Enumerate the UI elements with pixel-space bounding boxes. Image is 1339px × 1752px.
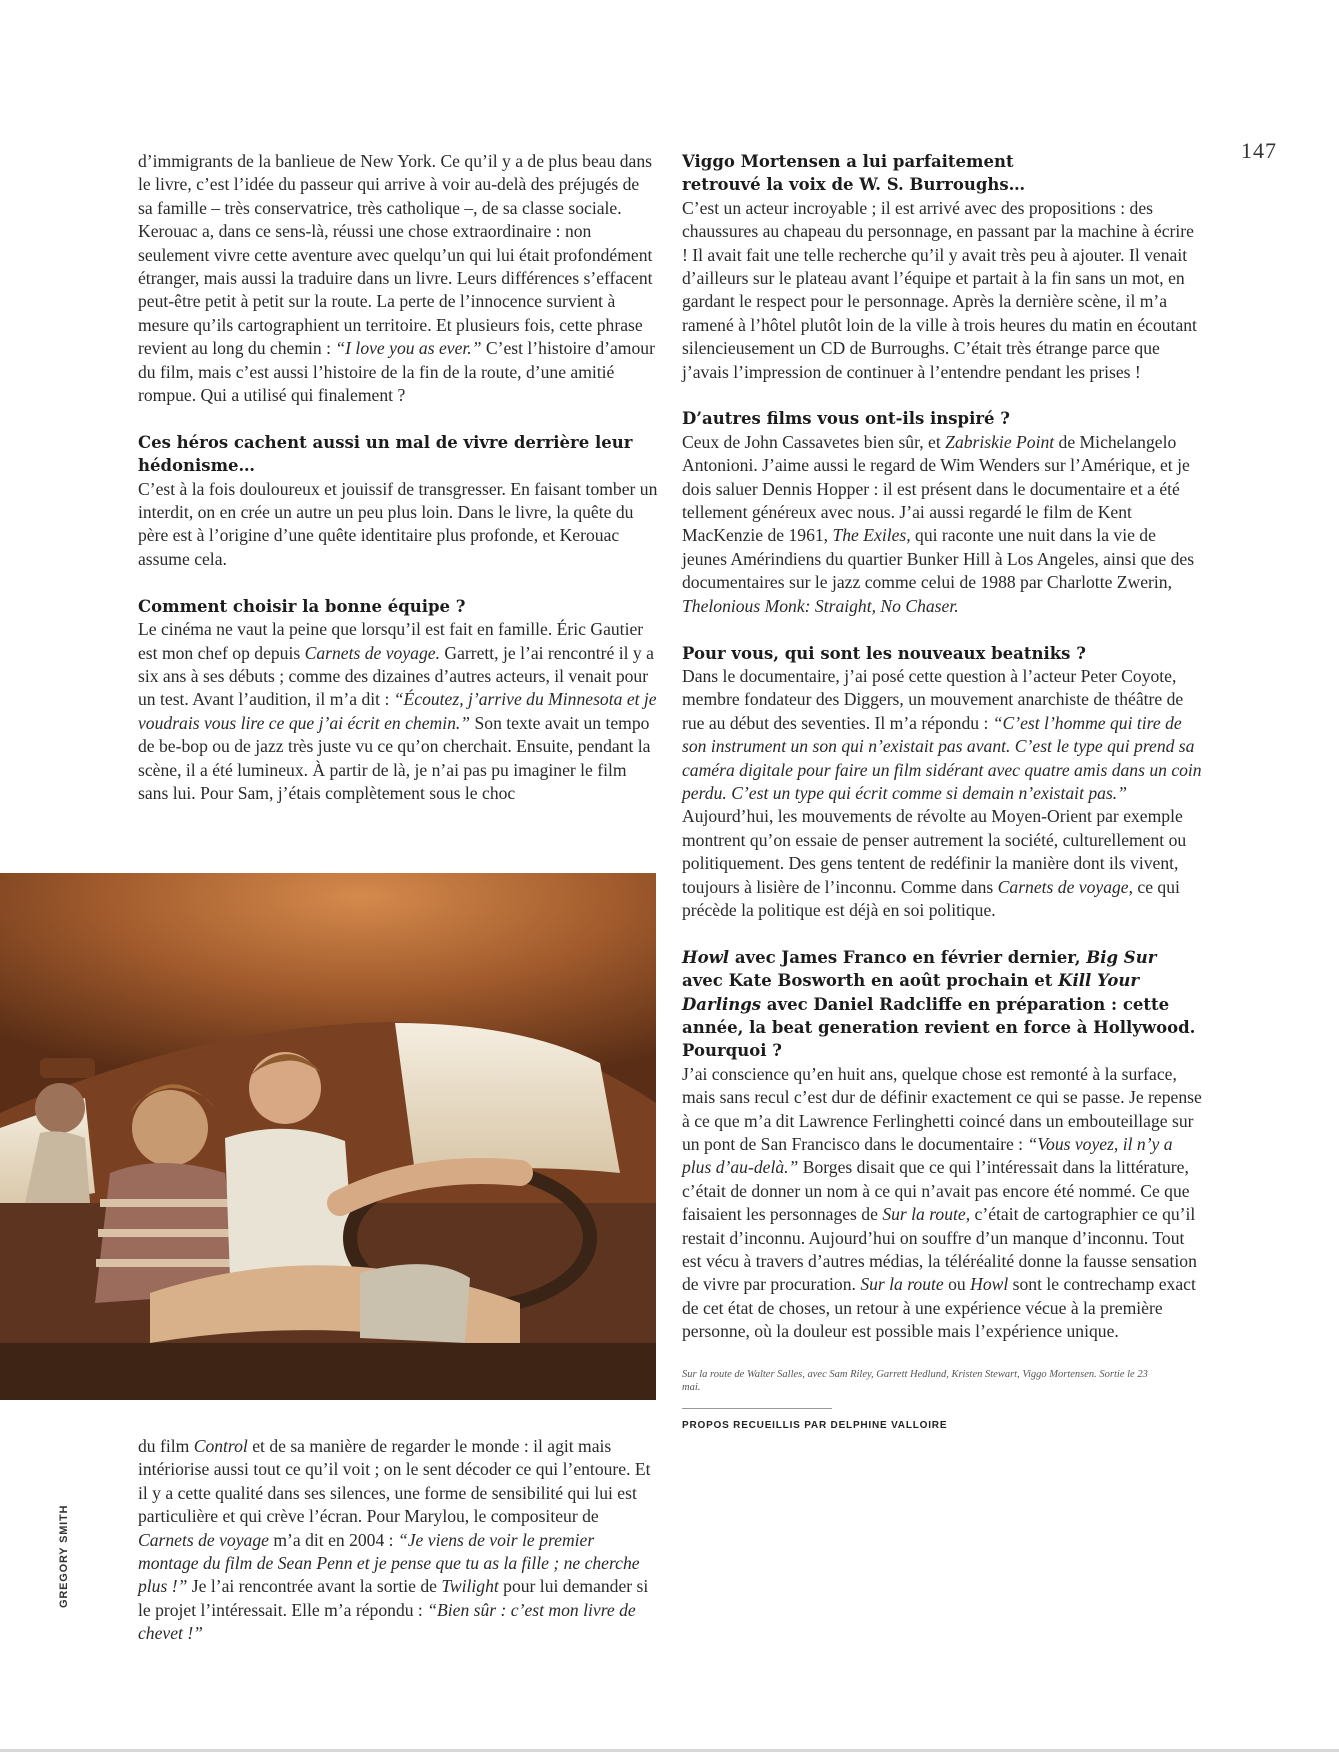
italic-text: Kill Your Darlings	[682, 971, 1140, 1014]
film-still-photo	[0, 873, 656, 1400]
left-column-bottom	[138, 1435, 658, 1646]
italic-text: Carnets de voyage.	[304, 642, 440, 663]
text-run: pour lui demander si le projet l’intéressait. Elle m’a répondu :	[138, 1576, 649, 1620]
italic-text: Sur la route	[860, 1274, 944, 1295]
italic-text: Howl	[682, 947, 730, 967]
paragraph	[682, 1063, 1202, 1344]
italic-text: “Je viens de voir le premier montage du film de Sean Penn et je pense que tu as la fille ; ne cherche plus !”	[138, 1529, 640, 1597]
italic-text: The Exiles,	[832, 525, 911, 546]
paragraph	[682, 197, 1202, 384]
text-run: J’ai conscience qu’en huit ans, quelque chose est remonté à la surface, mais sans recul c’est dur de définir exactement ce qui se passe. Je repense à ce que m’a dit Lawrence Ferlinghetti coincé dans un embouteillage sur un pont de San Francisco dans le documentaire :	[682, 1063, 1202, 1155]
text-run: Son texte avait un tempo de be-bop ou de jazz très juste vu ce qu’on cherchait. Ensuite, pendant la scène, il a été lumineux. À partir de là, je n’ai pas pu imaginer le film sans lui. Pour Sam, j’étais complètement sous le choc	[138, 712, 651, 803]
question-heading: Comment choisir la bonne équipe ?	[138, 596, 466, 616]
text-run: d’immigrants de la banlieue de New York. Ce qu’il y a de plus beau dans le livre, c’est l’idée du passeur qui arrive à voir au-delà des préjugés de sa famille – très conservatrice, très catholique –, de sa classe sociale. Kerouac a, dans ce sens-là, réussi une chose extraordinaire : non seulement vivre cette aventure avec quelqu’un qui lui était profondément étranger, mais aussi la traduire dans un livre. Leurs différences s’effacent peut-être petit à petit sur la route. La perte de l’innocence survient à mesure qu’ils cartographient un territoire. Et plusieurs fois, cette phrase revient au long du chemin :	[138, 151, 653, 359]
text-run: C’est à la fois douloureux et jouissif de transgresser. En faisant tomber un interdit, on en crée un autre un peu plus loin. Dans le livre, la quête du père est à l’origine d’une quête identitaire plus profonde, et Kerouac assume cela.	[138, 478, 658, 569]
text-run: Aujourd’hui, les mouvements de révolte au Moyen-Orient par exemple montrent qu’on essaie de penser autrement la société, culturellement ou politiquement. Des gens tentent de redéfinir la manière dont ils vivent, toujours à lisière de l’inconnu. Comme dans	[682, 806, 1187, 897]
text-run: avec Daniel Radcliffe en préparation : cette année, la beat generation revient en force à Hollywood. Pourquoi ?	[682, 994, 1196, 1061]
text-run: c’était de cartographier ce qu’il restait d’inconnu. Aujourd’hui on souffre d’un manque d’inconnu. Tout est vécu à travers d’autres médias, la téléréalité donne la fausse sensation de vivre par procuration.	[682, 1204, 1197, 1295]
text-run: avec James Franco en février dernier,	[729, 947, 1087, 967]
paragraph	[138, 150, 658, 407]
italic-text: Control	[193, 1436, 248, 1456]
right-column	[682, 150, 1202, 1344]
photo-credit: GREGORY SMITH	[58, 1504, 70, 1608]
italic-text: Carnets de voyage	[138, 1529, 269, 1550]
photo-caption: Sur la route de Walter Salles, avec Sam Riley, Garrett Hedlund, Kristen Stewart, Viggo Mortensen. Sortie le 23 mai.	[682, 1369, 1148, 1393]
question-heading	[682, 946, 1202, 1063]
italic-text: Sur la route,	[882, 1204, 971, 1225]
paragraph	[138, 478, 658, 572]
text-run: sont le contrechamp exact de cet état de choses, un retour à une expérience vécue à la première personne, où la douleur est possible mais l’expérience unique.	[682, 1274, 1196, 1342]
italic-text: Big Sur	[1086, 947, 1157, 967]
divider	[682, 1408, 832, 1409]
italic-text: “I love you as ever.”	[335, 338, 482, 359]
text-run: ou	[943, 1274, 971, 1295]
text-run: C’est un acteur incroyable ; il est arrivé avec des propositions : des chaussures au chapeau du personnage, en passant par la machine à écrire ! Il avait fait une telle recherche qu’il y avait très peu à ajouter. Il venait d’ailleurs sur le plateau avant l’équipe et partait à la fin sans un mot, en gardant le respect pour le personnage. Après la dernière scène, il m’a ramené à l’hôtel plutôt loin de la ville à trois heures du matin en écoutant silencieusement un CD de Burroughs. C’était très étrange parce que j’avais l’impression de continuer à l’entendre pendant les prises !	[682, 197, 1197, 382]
text-run: ce qui précède la politique est déjà en soi politique.	[682, 876, 1180, 920]
question-heading: D’autres films vous ont-ils inspiré ?	[682, 409, 1010, 429]
paragraph	[138, 618, 658, 805]
italic-text: Carnets de voyage,	[997, 876, 1133, 897]
text-run: C’est l’histoire d’amour du film, mais c’est aussi l’histoire de la fin de la route, d’une amitié rompue. Qui a utilisé qui finalement ?	[138, 338, 655, 406]
paragraph	[682, 431, 1202, 618]
paragraph	[138, 1435, 658, 1646]
paragraph	[682, 665, 1202, 922]
text-run: Dans le documentaire, j’ai posé cette question à l’acteur Peter Coyote, membre fondateur des Diggers, un mouvement anarchiste de théâtre de rue au début des seventies. Il m’a répondu :	[682, 665, 1184, 733]
left-column-top	[138, 150, 658, 805]
question-heading: Viggo Mortensen a lui parfaitement retrouvé la voix de W. S. Burroughs…	[682, 152, 1026, 195]
text-run: du film	[138, 1436, 194, 1456]
text-run: qui raconte une nuit dans la vie de jeunes Amérindiens du quartier Bunker Hill à Los Angeles, ainsi que des documentaires sur le jazz comme celui de 1988 par Charlotte Zwerin,	[682, 525, 1195, 593]
question-heading: Ces héros cachent aussi un mal de vivre derrière leur hédonisme…	[138, 432, 633, 476]
text-run: Borges disait que ce qui l’intéressait dans la littérature, c’était de donner un nom à ce qui n’avait pas encore été nommé. Ce que faisaient les personnages de	[682, 1157, 1190, 1225]
interview-credit: PROPOS RECUEILLIS PAR DELPHINE VALLOIRE	[682, 1420, 948, 1431]
italic-text: “Bien sûr : c’est mon livre de chevet !”	[138, 1599, 636, 1644]
italic-text: Thelonious Monk: Straight, No Chaser.	[682, 595, 959, 616]
italic-text: Howl	[970, 1274, 1009, 1295]
italic-text: “Vous voyez, il n’y a plus d’au-delà.”	[682, 1134, 1173, 1178]
italic-text: Twilight	[441, 1576, 499, 1597]
page-number: 147	[1241, 138, 1277, 163]
text-run: Le cinéma ne vaut la peine que lorsqu’il est fait en famille. Éric Gautier est mon chef op depuis	[138, 619, 644, 663]
text-run: Garrett, je l’ai rencontré il y a six ans à ses débuts ; comme des dizaines d’autres acteurs, il venait pour un test. Avant l’audition, il m’a dit :	[138, 642, 654, 710]
text-run: Ceux de John Cassavetes bien sûr, et	[682, 431, 946, 452]
text-run: de Michelangelo Antonioni. J’aime aussi le regard de Wim Wenders sur l’Amérique, et je dois saluer Dennis Hopper : il est présent dans le documentaire et a été tellement généreux avec nous. J’ai aussi regardé le film de Kent MacKenzie de 1961,	[682, 431, 1190, 546]
text-run: et de sa manière de regarder le monde : il agit mais intériorise aussi tout ce qu’il voit ; on le sent décoder ce qui l’entoure. Et il y a cette qualité dans ses silences, une forme de sensibilité qui lui est particulière et qui crève l’écran. Pour Marylou, le compositeur de	[138, 1436, 651, 1527]
italic-text: “C’est l’homme qui tire de son instrument un son qui n’existait pas avant. C’est le type qui prend sa caméra digitale pour faire un film sidérant avec quatre amis dans un coin perdu. C’est un type qui écrit comme si demain n’existait pas.”	[682, 712, 1202, 803]
text-run: m’a dit en 2004 :	[268, 1529, 398, 1550]
italic-text: “Écoutez, j’arrive du Minnesota et je voudrais vous lire ce que j’ai écrit en chemin.”	[138, 689, 657, 733]
car-interior-illustration	[0, 873, 656, 1400]
text-run: avec Kate Bosworth en août prochain et	[682, 971, 1059, 991]
question-heading: Pour vous, qui sont les nouveaux beatniks ?	[682, 643, 1086, 663]
text-run: Je l’ai rencontrée avant la sortie de	[187, 1576, 442, 1597]
italic-text: Zabriskie Point	[945, 431, 1055, 452]
